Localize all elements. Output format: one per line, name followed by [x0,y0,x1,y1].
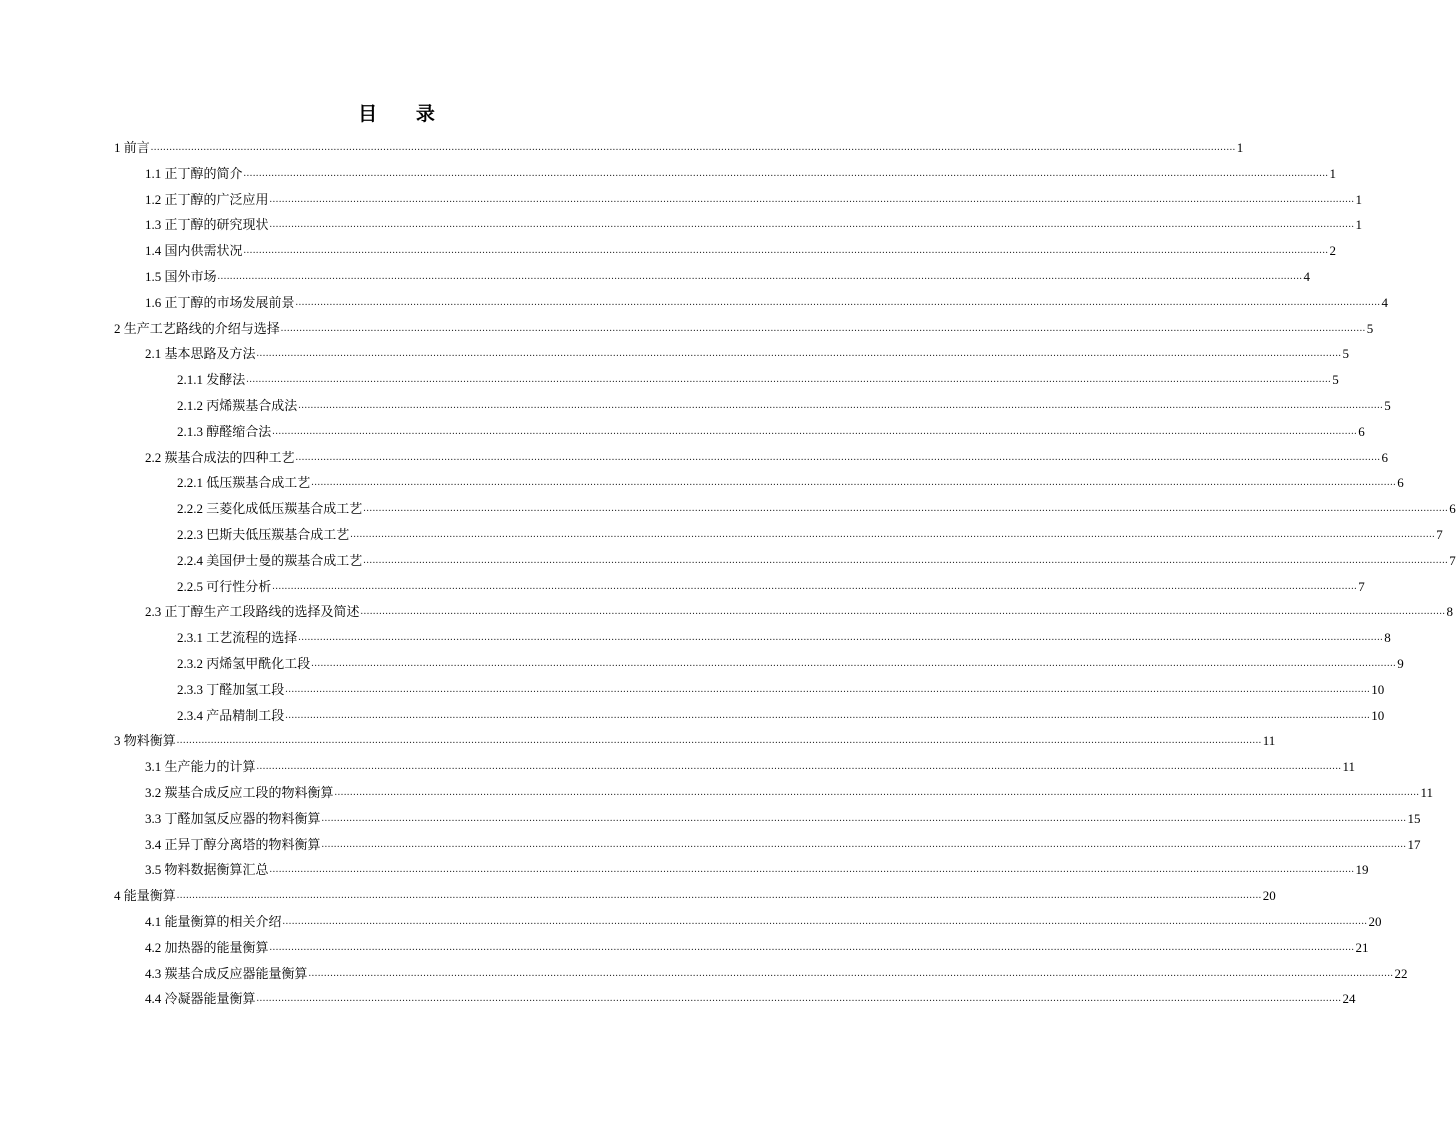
toc-page-number: 8 [1446,604,1454,620]
toc-entry[interactable] [114,137,1244,157]
toc-page-number: 6 [1397,475,1404,491]
toc-entry-label: 1.3 正丁醇的研究现状 [145,217,269,233]
toc-entry-label: 2.3 正丁醇生产工段路线的选择及简述 [145,604,360,620]
toc-entry[interactable] [177,498,1456,518]
toc-entry-label: 2.1.2 丙烯羰基合成法 [177,398,298,413]
toc-page-number: 5 [1332,372,1339,388]
toc-page-number: 20 [1368,914,1382,929]
toc-entry-label: 2.1 基本思路及方法 [145,346,256,362]
toc-entry-label: 2 生产工艺路线的介绍与选择 [114,320,280,336]
toc-entry-label: 1.6 正丁醇的市场发展前景 [145,294,295,310]
toc-entry[interactable] [177,576,1365,596]
toc-entry[interactable] [177,524,1443,544]
toc-entry-label: 4.2 加热器的能量衡算 [145,939,269,955]
toc-dot-leader: .............................................................................................................................................................................................................................................................................................................................................................. [360,606,1446,618]
toc-dot-leader: .............................................................................................................................................................................................................................................................................................................................................................. [298,632,1384,644]
toc-dot-leader: .............................................................................................................................................................................................................................................................................................................................................................. [176,735,1262,747]
toc-entry[interactable] [177,395,1391,415]
toc-dot-leader: .............................................................................................................................................................................................................................................................................................................................................................. [256,761,1342,773]
toc-page-number: 7 [1358,578,1365,594]
toc-entry-label: 3.1 生产能力的计算 [145,759,256,775]
toc-page-number: 1 [1355,191,1363,207]
toc-dot-leader: .............................................................................................................................................................................................................................................................................................................................................................. [363,554,1449,566]
toc-page-number: 6 [1449,501,1456,517]
toc-entry[interactable] [145,859,1369,879]
toc-entry[interactable] [145,447,1389,467]
toc-entry[interactable] [145,601,1454,621]
toc-entry-label: 2.2.2 三菱化成低压羰基合成工艺 [177,501,363,517]
toc-entry[interactable] [114,885,1276,905]
toc-entry[interactable] [145,292,1389,312]
toc-dot-leader: .............................................................................................................................................................................................................................................................................................................................................................. [280,322,1366,334]
toc-entry[interactable] [177,653,1404,673]
toc-dot-leader: .............................................................................................................................................................................................................................................................................................................................................................. [311,477,1397,489]
toc-entry-label: 3.2 羰基合成反应工段的物料衡算 [145,785,334,800]
toc-entry[interactable] [145,189,1363,209]
toc-entry[interactable] [177,421,1365,441]
toc-page-number: 11 [1342,759,1356,775]
toc-entry-label: 2.1.1 发酵法 [177,372,246,388]
toc-dot-leader: .............................................................................................................................................................................................................................................................................................................................................................. [295,451,1381,463]
toc-page-number: 21 [1355,939,1369,955]
toc-entry-label: 1 前言 [114,140,150,155]
toc-page-number: 1 [1236,140,1244,155]
toc-page-number: 6 [1358,423,1365,439]
toc-entry-label: 2.3.1 工艺流程的选择 [177,630,298,646]
toc-entry-label: 4.4 冷凝器能量衡算 [145,991,256,1007]
toc-entry-label: 1.5 国外市场 [145,269,217,284]
toc-entry-label: 2.2.4 美国伊士曼的羰基合成工艺 [177,552,363,568]
toc-page-number: 9 [1397,656,1404,671]
toc-page-number: 1 [1355,217,1363,233]
toc-entry-label: 1.2 正丁醇的广泛应用 [145,191,269,207]
toc-entry[interactable] [114,730,1276,750]
toc-dot-leader: .............................................................................................................................................................................................................................................................................................................................................................. [243,245,1329,257]
toc-entry-label: 3.4 正异丁醇分离塔的物料衡算 [145,836,321,852]
toc-dot-leader: .............................................................................................................................................................................................................................................................................................................................................................. [285,709,1371,721]
toc-entry[interactable] [177,369,1339,389]
toc-page-number: 5 [1366,320,1374,336]
toc-dot-leader: .............................................................................................................................................................................................................................................................................................................................................................. [243,167,1329,179]
toc-entry-label: 4 能量衡算 [114,888,176,904]
toc-entry-label: 2.3.3 丁醛加氢工段 [177,681,285,697]
toc-page-number: 22 [1394,965,1408,981]
toc-dot-leader: .............................................................................................................................................................................................................................................................................................................................................................. [363,503,1449,515]
page-title: 目 录 [358,104,452,125]
toc-entry-label: 3.3 丁醛加氢反应器的物料衡算 [145,810,321,826]
toc-entry[interactable] [177,550,1456,570]
toc-entry[interactable] [177,472,1404,492]
toc-entry[interactable] [177,627,1391,647]
toc-page-number: 11 [1262,733,1276,749]
toc-entry[interactable] [145,756,1356,776]
toc-dot-leader: .............................................................................................................................................................................................................................................................................................................................................................. [334,787,1420,798]
toc-page-number: 11 [1420,785,1434,800]
toc-entry[interactable] [145,963,1408,983]
toc-entry-label: 3.5 物料数据衡算汇总 [145,862,269,878]
toc-page-number: 2 [1329,243,1337,259]
toc-dot-leader: .............................................................................................................................................................................................................................................................................................................................................................. [321,838,1407,850]
toc-entry[interactable] [145,266,1311,286]
toc-dot-leader: .............................................................................................................................................................................................................................................................................................................................................................. [246,374,1332,386]
toc-entry-label: 2.1.3 醇醛缩合法 [177,423,272,439]
toc-dot-leader: .............................................................................................................................................................................................................................................................................................................................................................. [256,993,1342,1005]
toc-entry[interactable] [145,214,1363,234]
toc-entry[interactable] [145,240,1337,260]
toc-entry[interactable] [177,679,1385,699]
toc-page-number: 6 [1381,449,1389,465]
toc-page-number: 19 [1355,862,1369,878]
toc-page-number: 10 [1371,707,1385,723]
toc-dot-leader: .............................................................................................................................................................................................................................................................................................................................................................. [150,142,1236,153]
toc-dot-leader: .............................................................................................................................................................................................................................................................................................................................................................. [272,425,1358,437]
toc-page-number: 15 [1407,810,1421,826]
toc-dot-leader: .............................................................................................................................................................................................................................................................................................................................................................. [269,941,1355,953]
toc-entry[interactable] [145,834,1421,854]
toc-entry[interactable] [145,782,1434,802]
toc-entry-label: 1.1 正丁醇的简介 [145,165,243,181]
toc-dot-leader: .............................................................................................................................................................................................................................................................................................................................................................. [269,219,1355,231]
toc-dot-leader: .............................................................................................................................................................................................................................................................................................................................................................. [350,529,1436,540]
toc-entry[interactable] [114,318,1374,338]
toc-dot-leader: .............................................................................................................................................................................................................................................................................................................................................................. [269,193,1355,205]
toc-dot-leader: .............................................................................................................................................................................................................................................................................................................................................................. [282,916,1368,927]
toc-dot-leader: .............................................................................................................................................................................................................................................................................................................................................................. [308,967,1394,979]
toc-page-number: 24 [1342,991,1356,1007]
toc-dot-leader: .............................................................................................................................................................................................................................................................................................................................................................. [298,400,1384,411]
toc-entry-label: 2.3.4 产品精制工段 [177,707,285,723]
toc-entry-label: 4.3 羰基合成反应器能量衡算 [145,965,308,981]
toc-page-number: 17 [1407,836,1421,852]
toc-entry-label: 2.2 羰基合成法的四种工艺 [145,449,295,465]
toc-page-number: 4 [1381,294,1389,310]
toc-entry-label: 3 物料衡算 [114,733,176,749]
toc-entry[interactable] [145,343,1350,363]
toc-page-number: 5 [1342,346,1350,362]
toc-entry-label: 1.4 国内供需状况 [145,243,243,259]
toc-page-number: 10 [1371,681,1385,697]
toc-entry[interactable] [145,988,1356,1008]
toc-page-number: 20 [1262,888,1276,904]
toc-entry-label: 2.2.1 低压羰基合成工艺 [177,475,311,491]
toc-dot-leader: .............................................................................................................................................................................................................................................................................................................................................................. [269,864,1355,876]
toc-dot-leader: .............................................................................................................................................................................................................................................................................................................................................................. [256,348,1342,360]
toc-dot-leader: .............................................................................................................................................................................................................................................................................................................................................................. [285,683,1371,695]
toc-entry[interactable] [145,911,1382,931]
toc-page-number: 5 [1384,398,1391,413]
toc-dot-leader: .............................................................................................................................................................................................................................................................................................................................................................. [272,580,1358,592]
toc-page-number: 4 [1303,269,1311,284]
toc-entry[interactable] [145,163,1337,183]
toc-dot-leader: .............................................................................................................................................................................................................................................................................................................................................................. [311,658,1397,669]
toc-page-number: 7 [1449,552,1456,568]
toc-entry[interactable] [145,937,1369,957]
toc-entry[interactable] [145,808,1421,828]
toc-dot-leader: .............................................................................................................................................................................................................................................................................................................................................................. [295,296,1381,308]
toc-entry-label: 2.2.3 巴斯夫低压羰基合成工艺 [177,527,350,542]
toc-entry-label: 2.2.5 可行性分析 [177,578,272,594]
toc-dot-leader: .............................................................................................................................................................................................................................................................................................................................................................. [217,271,1303,282]
toc-page-number: 1 [1329,165,1337,181]
toc-dot-leader: .............................................................................................................................................................................................................................................................................................................................................................. [176,890,1262,902]
toc-dot-leader: .............................................................................................................................................................................................................................................................................................................................................................. [321,812,1407,824]
toc-entry[interactable] [177,705,1385,725]
toc-entry-label: 4.1 能量衡算的相关介绍 [145,914,282,929]
toc-page-number: 7 [1436,527,1443,542]
toc-entry-label: 2.3.2 丙烯氢甲酰化工段 [177,656,311,671]
toc-page-number: 8 [1384,630,1391,646]
